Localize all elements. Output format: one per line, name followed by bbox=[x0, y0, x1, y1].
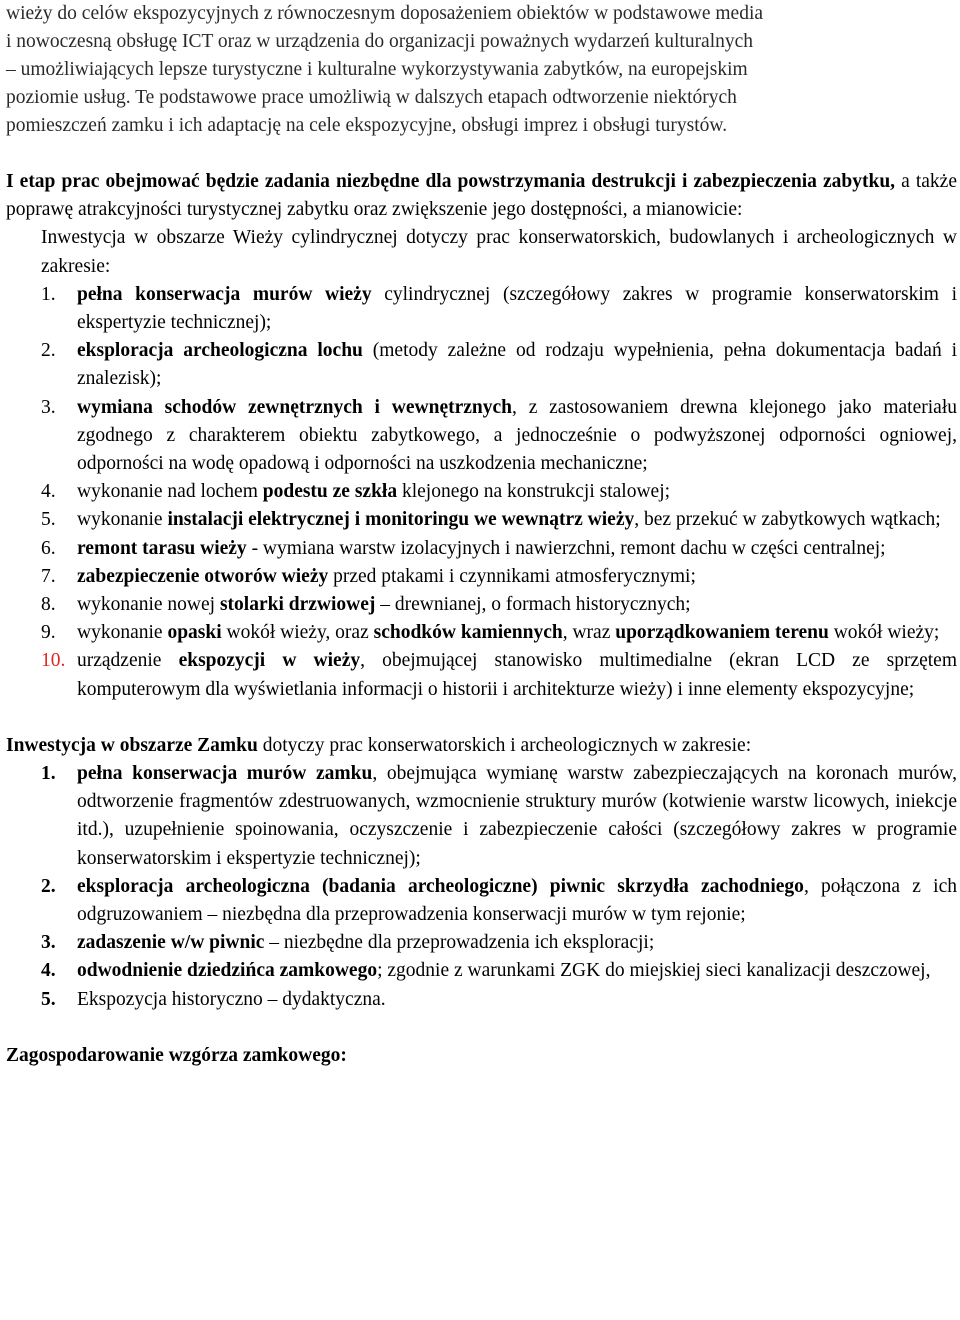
list-item-text: (metody zależne od rodzaju wypełnienia, pełna dokumentacja badań i znalezisk); bbox=[77, 340, 957, 390]
list-item bbox=[6, 591, 957, 619]
etap-bold-text: I etap prac obejmować będzie zadania niezbędne dla powstrzymania destrukcji i zabezpieczenia zabytku, bbox=[6, 171, 896, 192]
list-item-bold-text: uporządkowaniem terenu bbox=[615, 622, 829, 644]
list-item-number: 6. bbox=[41, 537, 56, 559]
list-item-text: urządzenie bbox=[77, 650, 179, 672]
list-item-number: 1. bbox=[41, 763, 56, 785]
list-item-bold-text: podestu ze szkła bbox=[262, 481, 398, 503]
list-item-number: 10. bbox=[41, 650, 66, 672]
list-item-text: , z zastosowaniem drewna klejonego jako materiału zgodnego z charakterem obiektu zabytkowego, a jednocześnie o podwyższonej odporności ogniowej, odporności na wodę opadową i odporności na uszkodzenia mechaniczne; bbox=[77, 396, 957, 475]
tower-investment-intro: Inwestycja w obszarze Wieży cylindrycznej dotyczy prac konserwatorskich, budowlanych i archeologicznych w zakresie: bbox=[41, 227, 957, 277]
list-item-number: 2. bbox=[41, 875, 56, 897]
list-item-number: 9. bbox=[41, 622, 56, 644]
list-item-bold-text: ekspozycji w wieży bbox=[178, 650, 361, 672]
list-item-number: 1. bbox=[41, 283, 56, 305]
list-item-bold-text: schodków kamiennych bbox=[373, 622, 563, 644]
castle-intro-bold: Inwestycja w obszarze Zamku bbox=[6, 734, 258, 756]
list-item-bold-text: opaski bbox=[167, 622, 222, 644]
document-body bbox=[6, 168, 957, 1070]
intro-line: wieży do celów ekspozycyjnych z równoczesnym doposażeniem obiektów w podstawowe media bbox=[6, 3, 764, 24]
list-item-bold-text: odwodnienie dziedzińca zamkowego bbox=[77, 960, 378, 982]
list-item bbox=[6, 986, 957, 1014]
tower-work-list bbox=[6, 281, 957, 704]
list-item-bold-text: pełna konserwacja murów wieży bbox=[77, 283, 372, 305]
spacer bbox=[6, 1014, 957, 1042]
intro-line: i nowoczesną obsługę ICT oraz w urządzenia do organizacji poważnych wydarzeń kulturalnych bbox=[6, 31, 754, 52]
list-item bbox=[6, 563, 957, 591]
list-item-number: 5. bbox=[41, 988, 56, 1010]
list-item-bold-text: instalacji elektrycznej i monitoringu we wewnątrz wieży bbox=[167, 509, 635, 531]
list-item bbox=[6, 619, 957, 647]
list-item-bold-text: stolarki drzwiowej bbox=[219, 594, 376, 616]
section-heading bbox=[6, 1042, 957, 1070]
list-item-text: klejonego na konstrukcji stalowej; bbox=[397, 481, 671, 503]
list-item-number: 3. bbox=[41, 396, 56, 418]
list-item-text: ; zgodnie z warunkami ZGK do miejskiej sieci kanalizacji deszczowej, bbox=[377, 960, 931, 982]
list-item-text: , obejmującej stanowisko multimedialne (ekran LCD ze sprzętem komputerowym dla wyświetlania informacji o historii i architekturze wieży) i inne elementy ekspozycyjne; bbox=[77, 650, 957, 700]
list-item bbox=[6, 535, 957, 563]
list-item-bold-text: zadaszenie w/w piwnic bbox=[77, 932, 265, 954]
list-item bbox=[6, 337, 957, 393]
list-item-text: cylindrycznej (szczegółowy zakres w programie konserwatorskim i ekspertyzie technicznej); bbox=[77, 283, 958, 334]
intro-line: pomieszczeń zamku i ich adaptację na cele ekspozycyjne, obsługi imprez i obsługi turystów. bbox=[6, 115, 728, 136]
list-item-number: 4. bbox=[41, 481, 56, 503]
list-item-bold-text: eksploracja archeologiczna lochu bbox=[77, 340, 363, 362]
spacer bbox=[6, 704, 957, 732]
list-item bbox=[6, 478, 957, 506]
list-item-number: 7. bbox=[41, 565, 56, 587]
list-item-text: , bez przekuć w zabytkowych wątkach; bbox=[634, 509, 941, 531]
list-item bbox=[6, 760, 957, 873]
list-item-number: 5. bbox=[41, 509, 56, 531]
list-item-text: Ekspozycja historyczno – dydaktyczna. bbox=[77, 988, 386, 1010]
list-item-number: 8. bbox=[41, 594, 56, 616]
list-item-number: 2. bbox=[41, 340, 56, 362]
list-item bbox=[6, 506, 957, 534]
etap-text: a także poprawę atrakcyjności turystycznej zabytku oraz zwiększenie jego dostępności, a mianowicie: bbox=[6, 171, 957, 221]
list-item-number: 3. bbox=[41, 932, 56, 954]
list-item-text: , obejmująca wymianę warstw zabezpieczających na koronach murów, odtworzenie fragmentów zdestruowanych, wzmocnienie struktury murów (kotwienie warstw licowych, iniekcje itd.), uzupełnienie spoinowania, oczyszczenie i zabezpieczenie całości (szczegółowy zakres w programie konserwatorskim i ekspertyzie technicznej); bbox=[77, 763, 957, 869]
list-item bbox=[6, 394, 957, 479]
list-item-text: wokół wieży, oraz bbox=[221, 622, 374, 644]
list-item-text: – niezbędne dla przeprowadzenia ich eksploracji; bbox=[264, 932, 655, 954]
list-item bbox=[6, 957, 957, 985]
intro-paragraph bbox=[6, 0, 956, 140]
list-item bbox=[6, 873, 957, 929]
list-item bbox=[6, 929, 957, 957]
list-item bbox=[6, 647, 957, 703]
list-item-text: przed ptakami i czynnikami atmosferycznymi; bbox=[328, 565, 696, 587]
list-item-bold-text: zabezpieczenie otworów wieży bbox=[77, 565, 329, 587]
list-item-bold-text: eksploracja archeologiczna (badania archeologiczne) piwnic skrzydła zachodniego bbox=[77, 875, 804, 897]
list-item-bold-text: pełna konserwacja murów zamku bbox=[77, 763, 373, 785]
list-item-text: – drewnianej, o formach historycznych; bbox=[375, 594, 691, 616]
list-item-text: wykonanie bbox=[77, 509, 168, 531]
list-item-bold-text: wymiana schodów zewnętrznych i wewnętrznych bbox=[77, 396, 513, 418]
list-item-number: 4. bbox=[41, 960, 56, 982]
intro-line: – umożliwiających lepsze turystyczne i kulturalne wykorzystywania zabytków, na europejskim bbox=[6, 59, 748, 80]
list-item bbox=[6, 281, 957, 337]
intro-line: poziomie usług. Te podstawowe prace umożliwią w dalszych etapach odtworzenie niektórych bbox=[6, 87, 737, 108]
list-item-text: wykonanie bbox=[77, 622, 168, 644]
castle-intro-text: dotyczy prac konserwatorskich i archeologicznych w zakresie: bbox=[257, 734, 752, 756]
list-item-text: wykonanie nowej bbox=[77, 594, 220, 616]
list-item-text: wykonanie nad lochem bbox=[77, 481, 263, 503]
etap-paragraph bbox=[6, 168, 957, 224]
list-item-text: - wymiana warstw izolacyjnych i nawierzchni, remont dachu w części centralnej; bbox=[246, 537, 886, 559]
list-item-bold-text: remont tarasu wieży bbox=[77, 537, 247, 559]
list-item-text: , wraz bbox=[562, 622, 616, 644]
castle-investment-intro bbox=[6, 732, 957, 760]
list-item-text: , połączona z ich odgruzowaniem – niezbędna dla przeprowadzenia konserwacji murów w tym rejonie; bbox=[77, 875, 958, 926]
hill-heading: Zagospodarowanie wzgórza zamkowego: bbox=[6, 1044, 347, 1066]
castle-work-list bbox=[6, 760, 957, 1014]
list-item-text: wokół wieży; bbox=[828, 622, 940, 644]
